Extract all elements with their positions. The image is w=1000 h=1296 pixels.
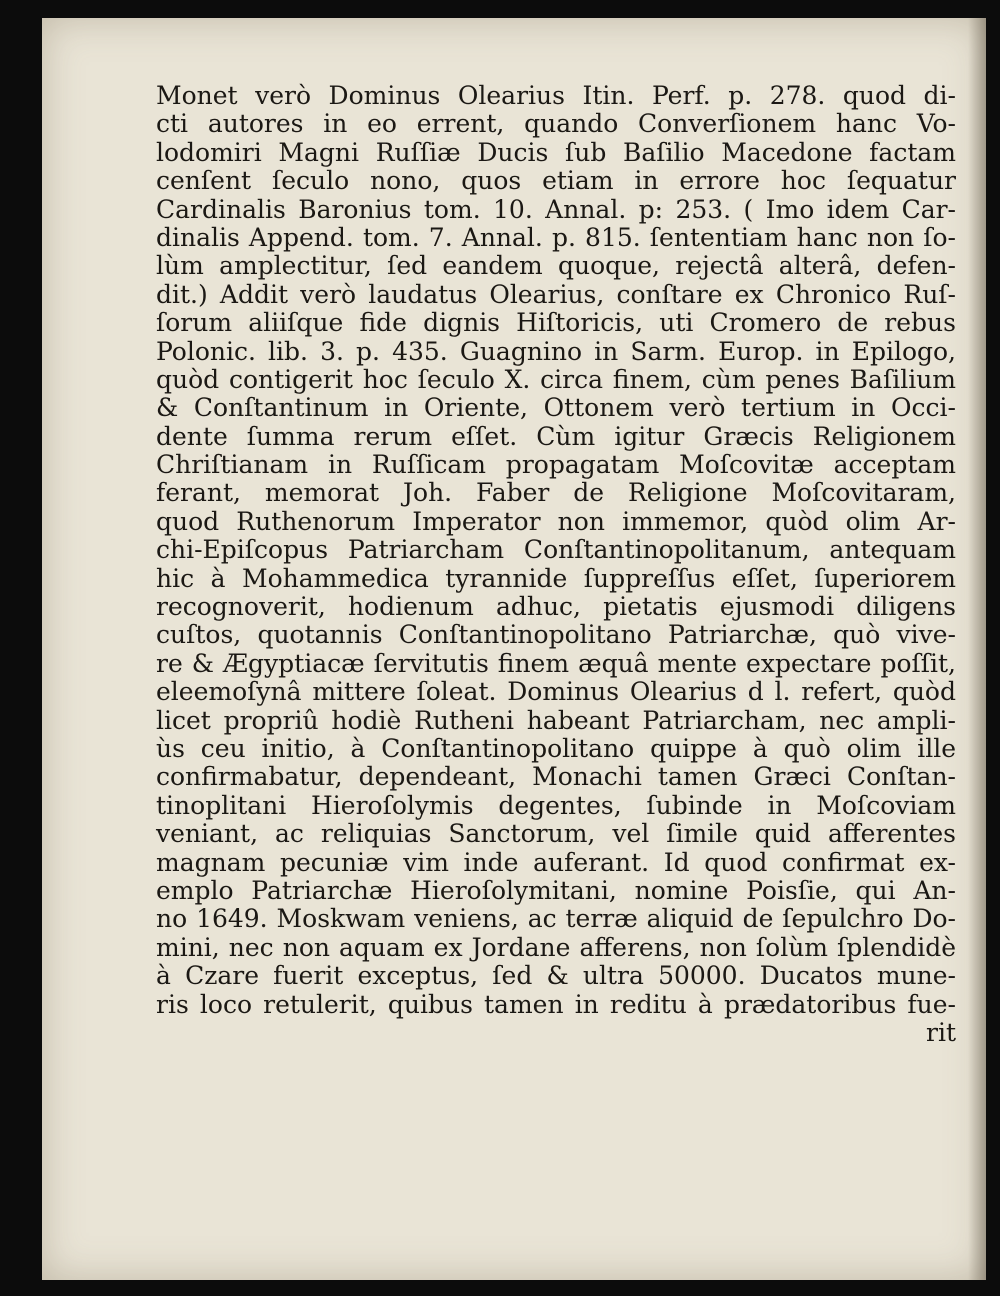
text-line: eleemoſynâ mittere ſoleat. Dominus Olearius d l. refert, quòd — [156, 677, 956, 707]
text-line: lùm amplectitur, ſed eandem quoque, rejectâ alterâ, defen- — [156, 251, 956, 281]
body-text — [156, 82, 956, 1047]
text-line: licet propriû hodiè Rutheni habeant Patriarcham, nec ampli- — [156, 705, 956, 735]
text-line: recognoverit, hodienum adhuc, pietatis ejusmodi diligens — [156, 592, 956, 622]
text-line: ſorum aliiſque fide dignis Hiſtoricis, uti Cromero de rebus — [156, 308, 956, 338]
text-line: cti autores in eo errent, quando Converſionem hanc Vo- — [156, 109, 956, 139]
text-line: ferant, memorat Joh. Faber de Religione Moſcovitaram, — [156, 478, 956, 508]
text-line: re & Ægyptiacæ ſervitutis finem æquâ mente expectare poſſit, — [156, 648, 956, 678]
text-line: dit.) Addit verò laudatus Olearius, conſtare ex Chronico Ruſ- — [156, 279, 956, 309]
text-line: hic à Mohammedica tyrannide ſuppreſſus eſſet, ſuperiorem — [156, 563, 956, 593]
text-line: magnam pecuniæ vim inde auferant. Id quod confirmat ex- — [156, 847, 956, 877]
catchword: rit — [926, 1017, 956, 1047]
book-page — [42, 18, 986, 1280]
text-line: veniant, ac reliquias Sanctorum, vel ſimile quid afferentes — [156, 819, 956, 849]
text-line: mini, nec non aquam ex Jordane afferens, non ſolùm ſplendidè — [156, 932, 956, 962]
text-line: quòd contigerit hoc ſeculo X. circa finem, cùm penes Baſilium — [156, 364, 956, 394]
text-line: tinoplitani Hieroſolymis degentes, ſubinde in Moſcoviam — [156, 790, 956, 820]
text-line: à Czare fuerit exceptus, ſed & ultra 50000. Ducatos mune- — [156, 961, 956, 991]
text-line: chi-Epiſcopus Patriarcham Conſtantinopolitanum, antequam — [156, 535, 956, 565]
text-line: dinalis Append. tom. 7. Annal. p. 815. ſententiam hanc non ſo- — [156, 222, 956, 252]
text-line: confirmabatur, dependeant, Monachi tamen Græci Conſtan- — [156, 762, 956, 792]
text-line: Monet verò Dominus Olearius Itin. Perf. p. 278. quod di- — [156, 81, 956, 110]
text-line: quod Ruthenorum Imperator non immemor, quòd olim Ar- — [156, 506, 956, 536]
text-line: cenſent ſeculo nono, quos etiam in errore hoc ſequatur — [156, 166, 956, 196]
text-line: emplo Patriarchæ Hieroſolymitani, nomine Poisſie, qui An- — [156, 875, 956, 905]
text-line: Cardinalis Baronius tom. 10. Annal. p: 253. ( Imo idem Car- — [156, 194, 956, 224]
text-line: cuſtos, quotannis Conſtantinopolitano Patriarchæ, quò vive- — [156, 620, 956, 650]
page-edge-shadow — [968, 18, 986, 1280]
text-line: Polonic. lib. 3. p. 435. Guagnino in Sarm. Europ. in Epilogo, — [156, 336, 956, 366]
text-line: ùs ceu initio, à Conſtantinopolitano quippe à quò olim ille — [156, 733, 956, 763]
text-line: dente ſumma rerum eſſet. Cùm igitur Græcis Religionem — [156, 421, 956, 451]
text-line: lodomiri Magni Ruſſiæ Ducis ſub Baſilio Macedone factam — [156, 137, 956, 167]
text-line: ris loco retulerit, quibus tamen in reditu à prædatoribus fue- — [156, 989, 956, 1019]
text-line: Chriſtianam in Ruſſicam propagatam Moſcovitæ acceptam — [156, 450, 956, 480]
text-line: no 1649. Moskwam veniens, ac terræ aliquid de ſepulchro Do- — [156, 904, 956, 934]
text-line: & Conſtantinum in Oriente, Ottonem verò tertium in Occi- — [156, 393, 956, 423]
